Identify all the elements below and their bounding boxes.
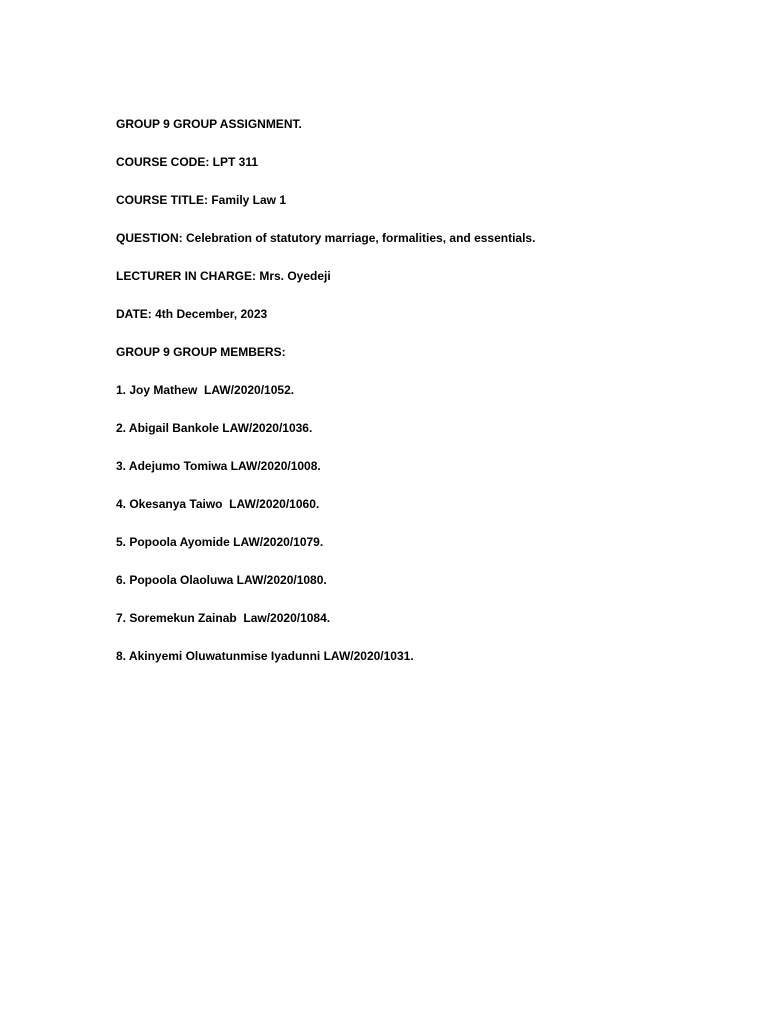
- members-heading: GROUP 9 GROUP MEMBERS:: [116, 345, 286, 359]
- member-item: 8. Akinyemi Oluwatunmise Iyadunni LAW/2020/1031.: [116, 649, 414, 663]
- course-title: COURSE TITLE: Family Law 1: [116, 193, 287, 207]
- member-item: 3. Adejumo Tomiwa LAW/2020/1008.: [116, 459, 321, 473]
- document-body: [116, 116, 716, 686]
- assignment-heading: GROUP 9 GROUP ASSIGNMENT.: [116, 117, 302, 131]
- course-code: COURSE CODE: LPT 311: [116, 155, 259, 169]
- member-item: 5. Popoola Ayomide LAW/2020/1079.: [116, 535, 324, 549]
- lecturer-in-charge: LECTURER IN CHARGE: Mrs. Oyedeji: [116, 269, 331, 283]
- question: QUESTION: Celebration of statutory marriage, formalities, and essentials.: [116, 231, 536, 245]
- member-item: 4. Okesanya Taiwo LAW/2020/1060.: [116, 497, 320, 511]
- member-item: 2. Abigail Bankole LAW/2020/1036.: [116, 421, 313, 435]
- member-item: 6. Popoola Olaoluwa LAW/2020/1080.: [116, 573, 327, 587]
- member-item: 1. Joy Mathew LAW/2020/1052.: [116, 383, 295, 397]
- member-item: 7. Soremekun Zainab Law/2020/1084.: [116, 611, 331, 625]
- date: DATE: 4th December, 2023: [116, 307, 268, 321]
